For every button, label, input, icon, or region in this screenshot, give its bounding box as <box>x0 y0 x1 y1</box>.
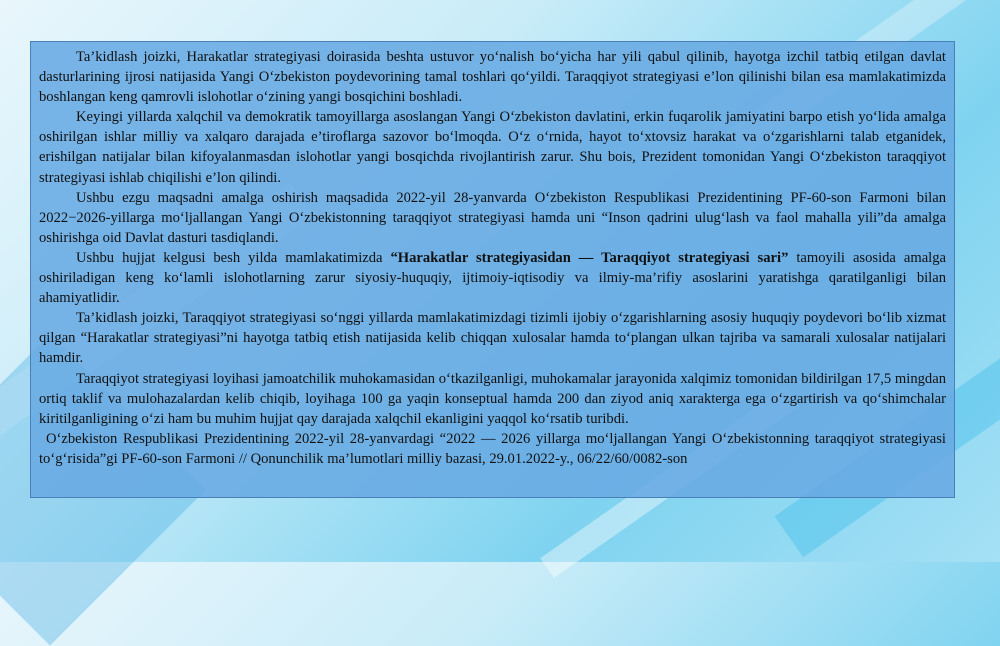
text-panel <box>30 41 955 498</box>
paragraph-5: Ta’kidlash joizki, Taraqqiyot strategiyasi so‘nggi yillarda mamlakatimizdagi tizimli ijobiy o‘zgarishlarning asosiy huquqiy poydevori bo‘lib xizmat qilgan “Harakatlar strategiyasi”ni hayotga tatbiq etish natijasida kelib chiqqan xulosalar hamda to‘plangan ulkan tajriba va samarali xulosalar natijalari hamdir. <box>39 310 946 367</box>
paragraph-4-lead: Ushbu hujjat kelgusi besh yilda mamlakatimizda <box>76 249 391 266</box>
paragraph-4-emphasis: “Harakatlar strategiyasidan — Taraqqiyot strategiyasi sari” <box>390 249 789 266</box>
paragraph-4 <box>39 248 946 308</box>
paragraph-3: Ushbu ezgu maqsadni amalga oshirish maqsadida 2022-yil 28-yanvarda O‘zbekiston Respublikasi Prezidentining PF-60-son Farmoni bilan 2022−2026-yillarga mo‘ljallangan Yangi O‘zbekistonning taraqqiyot strategiyasi hamda uni “Inson qadrini ulug‘lash va faol mahalla yili”da amalga oshirishga oid Davlat dasturi tasdiqlandi. <box>39 189 946 246</box>
paragraph-6: Taraqqiyot strategiyasi loyihasi jamoatchilik muhokamasidan o‘tkazilganligi, muhokamalar jarayonida xalqimiz tomonidan bildirilgan 17,5 mingdan ortiq taklif va mulohazalardan kelib chiqib, loyihaga 100 ga yaqin konseptual hamda 200 dan ziyod aniq xarakterga ega o‘zgartirish va qo‘shimchalar kiritilganligining o‘zi ham bu muhim hujjat qay darajada xalqchil ekanligini yaqqol ko‘rsatib turibdi. <box>39 370 946 427</box>
source-citation: O‘zbekiston Respublikasi Prezidentining 2022-yil 28-yanvardagi “2022 — 2026 yillarga mo‘ljallangan Yangi O‘zbekistonning taraqqiyot strategiyasi to‘g‘risida”gi PF-60-son Farmoni // Qonunchilik ma’lumotlari milliy bazasi, 29.01.2022-y., 06/22/60/0082-son <box>39 430 946 467</box>
paragraph-4-tail: tamoyili asosida amalga oshiriladigan keng ko‘lamli islohotlarning zarur siyosiy-huquqiy, ijtimoiy-iqtisodiy va ilmiy-ma’rifiy asoslarini yaratishga qaratilganligi bilan ahamiyatlidir. <box>39 249 946 307</box>
paragraph-2: Keyingi yillarda xalqchil va demokratik tamoyillarga asoslangan Yangi O‘zbekiston davlatini, erkin fuqarolik jamiyatini barpo etish yo‘lida amalga oshirilgan ishlar milliy va xalqaro darajada e’tiroflarga sazovor bo‘lmoqda. O‘z o‘rnida, hayot to‘xtovsiz harakat va o‘zgarishlarni talab etganidek, erishilgan natijalar bilan kifoyalanmasdan islohotlar yangi bosqichda rivojlantirish zarur. Shu bois, Prezident tomonidan Yangi O‘zbekiston taraqqiyot strategiyasi ishlab chiqilishi e’lon qilindi. <box>39 109 946 186</box>
paragraph-1: Ta’kidlash joizki, Harakatlar strategiyasi doirasida beshta ustuvor yo‘nalish bo‘yicha har yili qabul qilinib, hayotga izchil tatbiq etilgan davlat dasturlarining ijrosi natijasida Yangi O‘zbekiston poydevorining tamal toshlari qo‘yildi. Taraqqiyot strategiyasi e’lon qilinishi bilan esa mamlakatimizda boshlangan keng qamrovli islohotlar o‘zining yangi bosqichini boshladi. <box>39 49 946 106</box>
